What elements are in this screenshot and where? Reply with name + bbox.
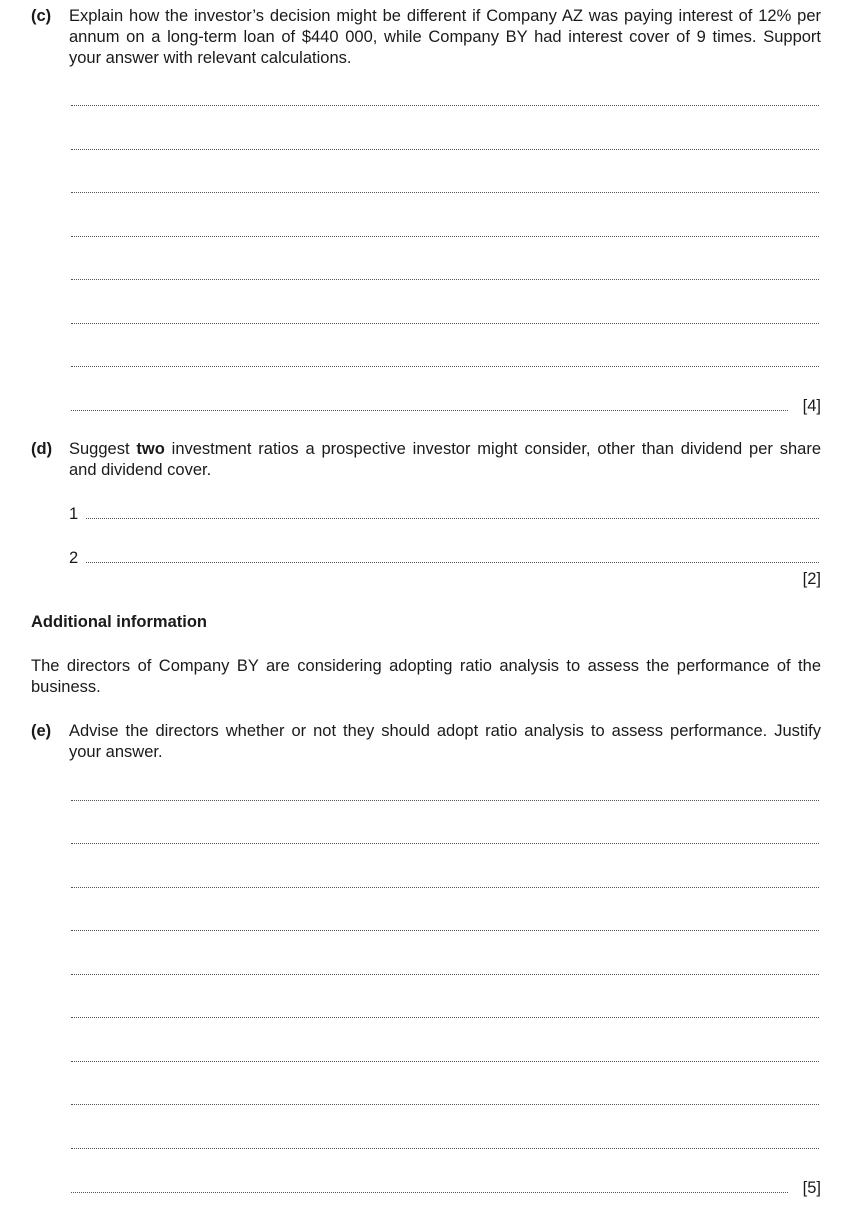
answer-line[interactable] <box>71 236 819 237</box>
part-d-label: (d) <box>31 440 53 458</box>
part-d-text-before: Suggest <box>69 440 137 458</box>
additional-info-heading: Additional information <box>31 613 207 631</box>
answer-number-1: 1 <box>69 505 79 523</box>
part-e-label: (e) <box>31 722 52 740</box>
answer-line[interactable] <box>71 149 819 150</box>
answer-line[interactable] <box>71 843 819 844</box>
part-d-question <box>69 439 821 481</box>
answer-line[interactable] <box>71 192 819 193</box>
answer-line-1[interactable] <box>86 518 819 519</box>
answer-line[interactable] <box>71 323 819 324</box>
answer-line[interactable] <box>71 1192 788 1193</box>
answer-line[interactable] <box>71 1061 819 1062</box>
part-c-label: (c) <box>31 7 52 25</box>
answer-line[interactable] <box>71 1104 819 1105</box>
answer-line[interactable] <box>71 800 819 801</box>
part-c-question <box>69 6 821 69</box>
answer-line[interactable] <box>71 105 819 106</box>
marks-e: [5] <box>802 1179 821 1197</box>
answer-line[interactable] <box>71 887 819 888</box>
answer-line[interactable] <box>71 410 788 411</box>
answer-line[interactable] <box>71 366 819 367</box>
additional-info-text <box>31 656 821 698</box>
answer-line[interactable] <box>71 1017 819 1018</box>
answer-line[interactable] <box>71 974 819 975</box>
answer-line[interactable] <box>71 1148 819 1149</box>
part-e-text: Advise the directors whether or not they should adopt ratio analysis to assess performance. Justify your answer. <box>69 722 821 761</box>
answer-line-2[interactable] <box>86 562 819 563</box>
part-d-text-after: investment ratios a prospective investor might consider, other than dividend per share and dividend cover. <box>69 440 821 479</box>
answer-line[interactable] <box>71 279 819 280</box>
marks-d: [2] <box>802 570 821 588</box>
additional-info-paragraph: The directors of Company BY are considering adopting ratio analysis to assess the performance of the business. <box>31 657 821 696</box>
answer-line[interactable] <box>71 930 819 931</box>
marks-c: [4] <box>802 397 821 415</box>
part-c-text: Explain how the investor’s decision might be different if Company AZ was paying interest of 12% per annum on a long-term loan of $440 000, while Company BY had interest cover of 9 times. Support your answer with relevant calculations. <box>69 7 821 67</box>
part-d-text-bold: two <box>136 440 165 458</box>
part-e-question <box>69 721 821 763</box>
answer-number-2: 2 <box>69 549 79 567</box>
